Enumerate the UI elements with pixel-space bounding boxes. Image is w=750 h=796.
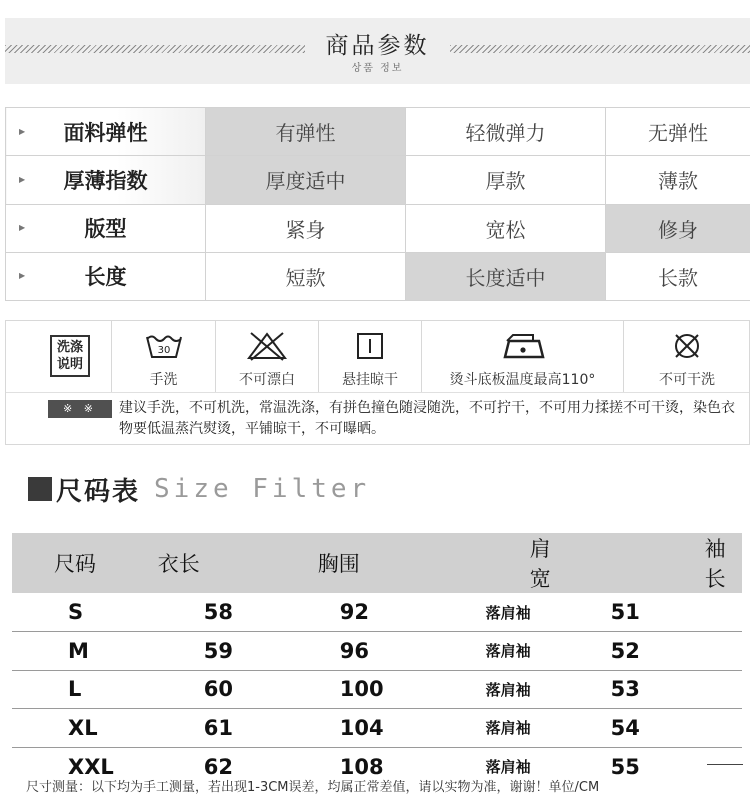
column-header: 衣长 bbox=[114, 533, 238, 593]
wash-label: 不可漂白 bbox=[239, 372, 295, 388]
no-bleach-icon bbox=[216, 331, 318, 361]
bullet-arrow-icon: ▶ bbox=[19, 271, 26, 281]
wash-item-no-bleach bbox=[216, 321, 319, 392]
column-header: 尺码 bbox=[12, 533, 114, 593]
table-row bbox=[12, 709, 742, 748]
size-cell: XXL bbox=[68, 754, 114, 779]
wash-item-hang-dry bbox=[319, 321, 422, 392]
param-option: 薄款 bbox=[606, 156, 750, 204]
size-cell: L bbox=[12, 670, 114, 709]
chest-cell: 104 bbox=[238, 709, 384, 748]
param-label: ▶ 面料弹性 bbox=[6, 108, 206, 156]
shoulder-cell: 落肩袖 bbox=[384, 593, 551, 632]
param-row-thickness bbox=[6, 156, 750, 204]
chest-cell: 92 bbox=[238, 593, 384, 632]
banner-title: 商品参数 bbox=[325, 33, 430, 59]
size-cell: M bbox=[12, 632, 114, 671]
param-row-elasticity bbox=[6, 108, 750, 156]
no-dry-clean-icon bbox=[624, 331, 750, 361]
bullet-arrow-icon: ▶ bbox=[19, 223, 26, 233]
chest-cell: 108 bbox=[339, 754, 384, 779]
shoulder-cell: 落肩袖 bbox=[485, 758, 531, 776]
length-cell: 62 bbox=[203, 754, 233, 779]
size-cell: S bbox=[12, 593, 114, 632]
param-row-fit bbox=[6, 204, 750, 252]
param-option: 无弹性 bbox=[606, 108, 750, 156]
table-row bbox=[12, 632, 742, 671]
param-option: 长款 bbox=[606, 252, 750, 300]
param-option: 厚款 bbox=[406, 156, 606, 204]
size-table bbox=[12, 533, 742, 786]
bullet-arrow-icon: ▶ bbox=[19, 174, 26, 184]
shoulder-cell: 落肩袖 bbox=[384, 670, 551, 709]
param-label: ▶ 版型 bbox=[6, 204, 206, 252]
chest-cell: 100 bbox=[238, 670, 384, 709]
shoulder-cell: 落肩袖 bbox=[384, 709, 551, 748]
param-option-selected: 修身 bbox=[606, 204, 750, 252]
param-option-selected: 长度适中 bbox=[406, 252, 606, 300]
wash-care-panel bbox=[5, 320, 750, 445]
wash-label: 手洗 bbox=[149, 372, 178, 388]
sleeve-cell: 51 bbox=[551, 593, 742, 632]
wash-item-no-dry-clean bbox=[624, 321, 750, 392]
wash-badge-cell bbox=[6, 321, 112, 392]
length-cell: 58 bbox=[114, 593, 238, 632]
size-cell: XL bbox=[12, 709, 114, 748]
param-option: 紧身 bbox=[206, 204, 406, 252]
shoulder-cell: 落肩袖 bbox=[384, 632, 551, 671]
wash-temperature: 30 bbox=[157, 345, 170, 356]
sleeve-cell: 53 bbox=[551, 670, 742, 709]
divider bbox=[6, 392, 749, 393]
banner-subtitle: 상품 정보 bbox=[351, 63, 404, 74]
column-header: 胸围 bbox=[238, 533, 384, 593]
wash-label: 不可干洗 bbox=[659, 372, 715, 388]
bullet-arrow-icon: ▶ bbox=[19, 126, 26, 136]
size-table-header bbox=[12, 533, 742, 593]
table-row bbox=[12, 593, 742, 632]
param-option: 短款 bbox=[206, 252, 406, 300]
param-label: ▶ 厚薄指数 bbox=[6, 156, 206, 204]
measurement-footnote: 尺寸测量：以下均为手工测量，若出现1-3CM误差，均属正常差值，请以实物为准，谢谢！单位/CM bbox=[26, 780, 600, 795]
divider bbox=[707, 764, 743, 765]
sleeve-cell: 54 bbox=[551, 709, 742, 748]
chest-cell: 96 bbox=[238, 632, 384, 671]
wash-note: 建议手洗，不可机洗，常温洗涤，有拼色撞色随浸随洗，不可拧干，不可用力揉搓不可干烫，染色衣物要低温蒸汽熨烫，平铺晾干，不可曝晒。 bbox=[119, 400, 735, 437]
hang-dry-icon bbox=[319, 331, 421, 361]
size-chart-heading bbox=[28, 472, 370, 506]
heading-square-icon bbox=[28, 477, 52, 501]
length-cell: 60 bbox=[114, 670, 238, 709]
table-row bbox=[12, 670, 742, 709]
iron-icon bbox=[422, 331, 623, 361]
sleeve-cell: 55 bbox=[610, 754, 640, 779]
product-params-table bbox=[5, 107, 750, 301]
param-option-selected: 厚度适中 bbox=[206, 156, 406, 204]
param-option-selected: 有弹性 bbox=[206, 108, 406, 156]
size-chart-title: 尺码表 bbox=[56, 476, 141, 507]
param-row-length bbox=[6, 252, 750, 300]
param-option: 轻微弹力 bbox=[406, 108, 606, 156]
sleeve-cell: 52 bbox=[551, 632, 742, 671]
length-cell: 59 bbox=[114, 632, 238, 671]
column-header: 肩宽 bbox=[384, 533, 551, 593]
hand-wash-icon bbox=[112, 331, 215, 361]
section-banner bbox=[5, 18, 750, 84]
length-cell: 61 bbox=[114, 709, 238, 748]
wash-instructions-badge: 洗涤说明 bbox=[50, 335, 90, 377]
wash-label: 悬挂晾干 bbox=[342, 372, 398, 388]
param-label: ▶ 长度 bbox=[6, 252, 206, 300]
wash-item-hand-wash bbox=[112, 321, 216, 392]
wash-label: 烫斗底板温度最高110° bbox=[449, 372, 596, 388]
note-tag: ※ ※ bbox=[48, 400, 112, 418]
wash-item-iron bbox=[422, 321, 624, 392]
column-header: 袖长 bbox=[551, 533, 742, 593]
size-chart-subtitle: Size Filter bbox=[154, 474, 371, 504]
param-option: 宽松 bbox=[406, 204, 606, 252]
